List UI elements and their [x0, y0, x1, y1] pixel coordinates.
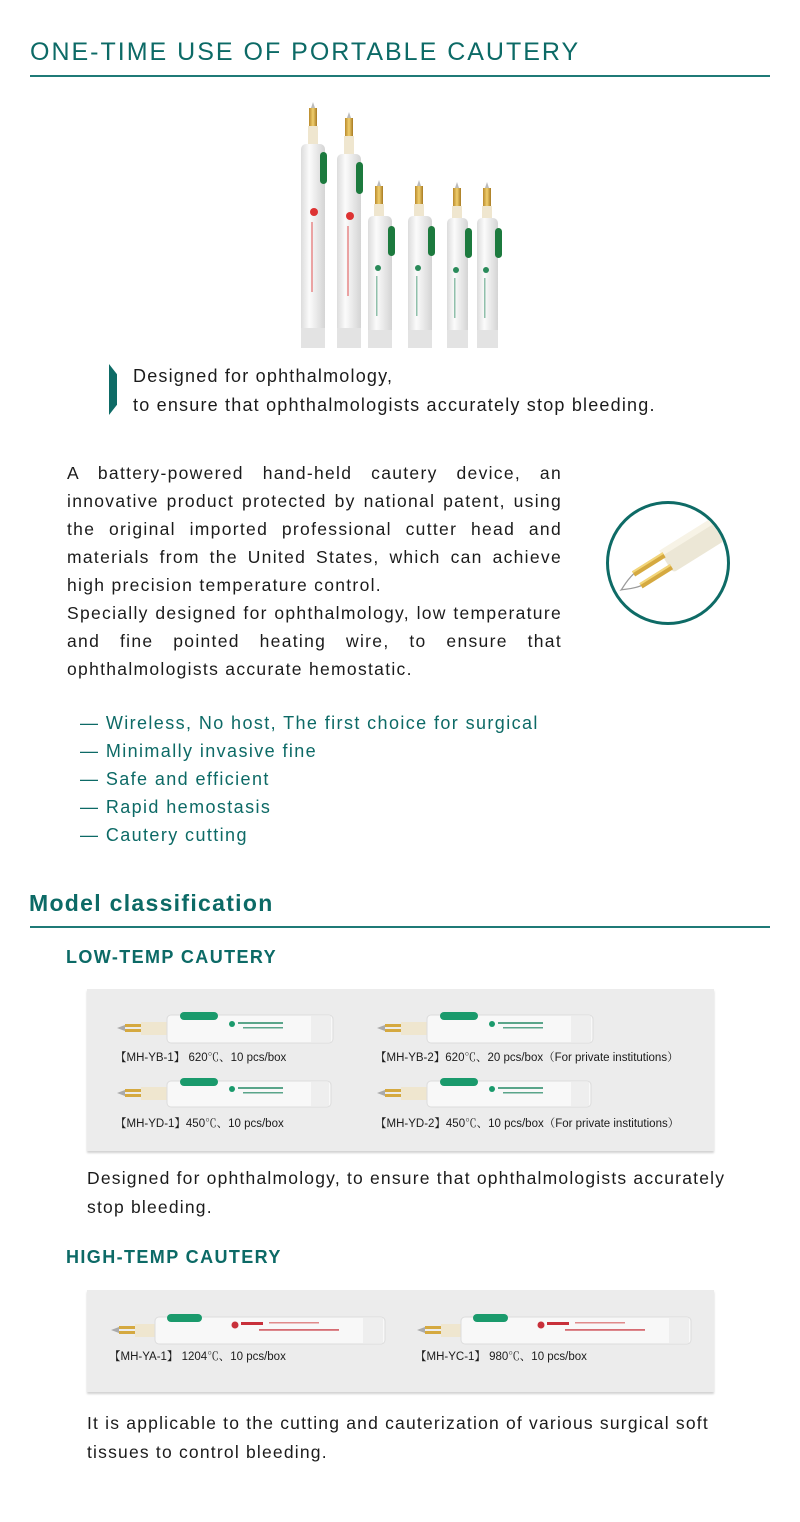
feature-item: — Safe and efficient	[80, 765, 539, 793]
low-temp-note: Designed for ophthalmology, to ensure that ophthalmologists accurately stop bleeding.	[87, 1168, 726, 1217]
model-card-mh-yb-2	[375, 1011, 679, 1065]
model-label: 【MH-YA-1】 1204℃、10 pcs/box	[109, 1351, 286, 1363]
high-temp-models-panel	[87, 1290, 714, 1392]
callout-line-1: Designed for ophthalmology,	[133, 366, 394, 386]
title-divider	[30, 75, 770, 77]
model-card-mh-yd-1	[115, 1077, 335, 1131]
pen-image-green	[375, 1077, 595, 1109]
pen-short-4	[477, 182, 502, 348]
classification-title: Model classification	[29, 890, 274, 916]
pen-image-red	[109, 1312, 389, 1346]
model-label: 【MH-YD-1】450℃、10 pcs/box	[115, 1118, 284, 1130]
pen-short-1	[368, 180, 395, 348]
callout-text	[133, 362, 656, 420]
pen-short-2	[408, 180, 435, 348]
page-title: ONE-TIME USE OF PORTABLE CAUTERY	[30, 38, 581, 66]
model-label: 【MH-YD-2】450℃、10 pcs/box（For private institutions）	[375, 1118, 680, 1130]
high-temp-title: HIGH-TEMP CAUTERY	[66, 1247, 282, 1267]
cautery-tip-illustration	[609, 504, 727, 622]
feature-item: — Cautery cutting	[80, 821, 539, 849]
tip-detail-image	[606, 501, 730, 625]
pen-tall-2	[337, 112, 363, 348]
pen-image-green	[115, 1011, 335, 1045]
cautery-pens-illustration	[295, 100, 510, 350]
callout-accent-bar	[109, 364, 117, 415]
description-paragraph-1: A battery-powered hand-held cautery device, an innovative product protected by national patent, using the original imported professional cutter head and materials from the United States, which can achieve high precision temperature control.	[67, 463, 562, 595]
model-label: 【MH-YB-2】620℃、20 pcs/box（For private institutions）	[375, 1052, 679, 1064]
feature-list	[80, 709, 539, 849]
pen-tall-1	[301, 102, 327, 348]
product-description	[67, 459, 562, 683]
high-temp-note: It is applicable to the cutting and cauterization of various surgical soft tissues to control bleeding.	[87, 1413, 709, 1462]
hero-product-image	[295, 100, 510, 350]
callout-line-2: to ensure that ophthalmologists accurately stop bleeding.	[133, 395, 656, 415]
feature-item: — Minimally invasive fine	[80, 737, 539, 765]
pen-image-red	[415, 1312, 695, 1346]
model-card-mh-yb-1	[115, 1011, 335, 1065]
model-label: 【MH-YB-1】 620℃、10 pcs/box	[115, 1052, 287, 1064]
feature-item: — Rapid hemostasis	[80, 793, 539, 821]
model-card-mh-yc-1	[415, 1312, 695, 1364]
low-temp-models-panel	[87, 989, 714, 1151]
model-card-mh-ya-1	[109, 1312, 389, 1364]
classification-divider	[30, 926, 770, 928]
pen-image-green	[375, 1011, 595, 1045]
low-temp-title: LOW-TEMP CAUTERY	[66, 947, 278, 967]
model-card-mh-yd-2	[375, 1077, 679, 1131]
model-label: 【MH-YC-1】 980℃、10 pcs/box	[415, 1351, 587, 1363]
description-paragraph-2: Specially designed for ophthalmology, low temperature and fine pointed heating wire, to ensure that ophthalmologists accurate hemostatic.	[67, 603, 562, 679]
feature-item: — Wireless, No host, The first choice for surgical	[80, 709, 539, 737]
pen-short-3	[447, 182, 472, 348]
pen-image-green	[115, 1077, 335, 1109]
